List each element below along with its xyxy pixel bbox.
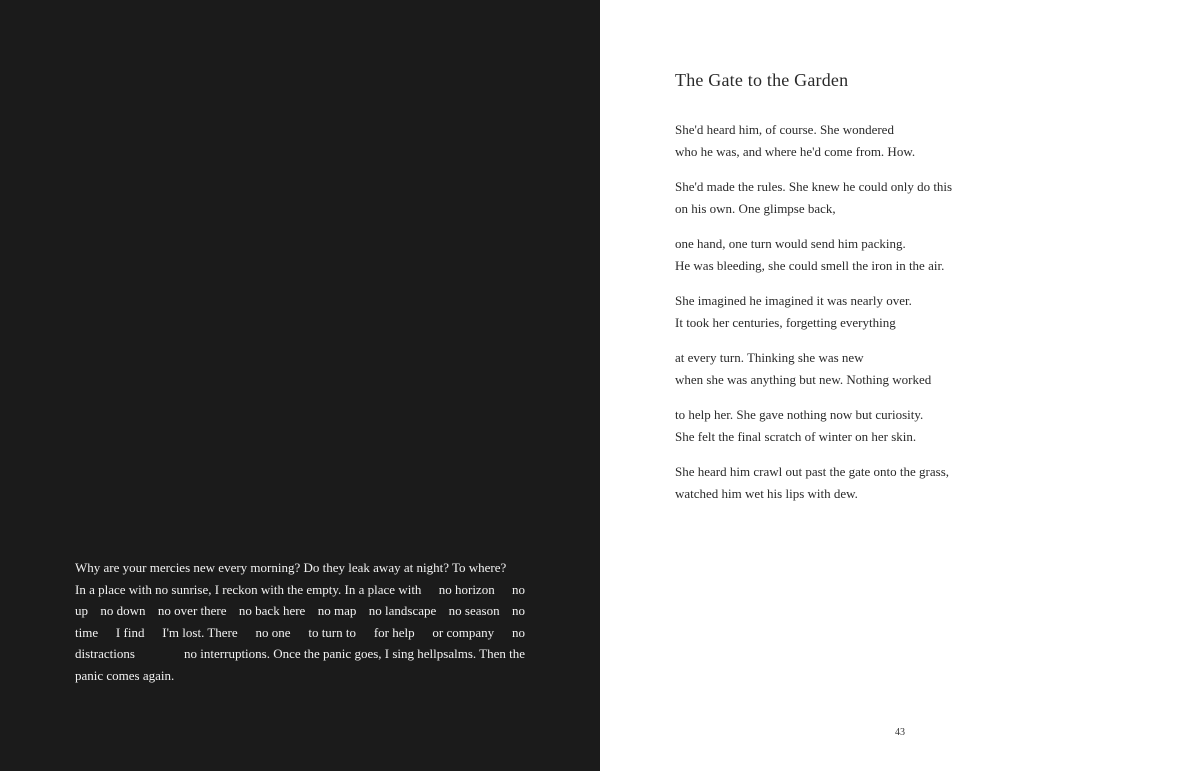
poem-line: one hand, one turn would send him packing.	[675, 236, 906, 251]
page-number: 43	[895, 727, 905, 738]
stanza	[675, 404, 1015, 447]
prose-fragment: no season	[448, 603, 500, 618]
poem-body	[675, 119, 1015, 518]
prose-block	[75, 557, 525, 686]
prose-line	[75, 643, 525, 665]
prose-fragment: distractions	[75, 646, 135, 661]
prose-fragment: no horizon	[438, 581, 495, 597]
prose-fragment: no interruptions. Once the panic goes, I sing hellpsalms. Then the	[184, 646, 525, 661]
prose-line	[75, 600, 525, 622]
poem-line: He was bleeding, she could smell the iron in the air.	[675, 257, 945, 273]
prose-fragment: no	[511, 603, 525, 618]
poem-line: She imagined he imagined it was nearly over.	[675, 293, 912, 308]
prose-fragment: time	[75, 624, 99, 640]
poem-line: She'd made the rules. She knew he could only do this	[675, 179, 953, 194]
prose-fragment: no one	[255, 624, 291, 640]
prose-fragment: no map	[317, 603, 357, 618]
prose-fragment: no	[512, 581, 525, 597]
prose-fragment: no landscape	[368, 603, 437, 618]
prose-line	[75, 622, 525, 644]
prose-fragment: panic comes again.	[75, 667, 175, 683]
stanza	[675, 233, 1015, 276]
prose-fragment: no down	[100, 603, 146, 618]
prose-line	[75, 579, 525, 601]
poem-line: It took her centuries, forgetting everything	[675, 314, 896, 330]
stanza	[675, 290, 1015, 333]
poem-line: at every turn. Thinking she was new	[675, 350, 864, 365]
poem-line: She'd heard him, of course. She wondered	[675, 122, 894, 137]
stanza	[675, 461, 1015, 504]
poem-title: The Gate to the Garden	[675, 70, 849, 90]
right-page	[600, 0, 1200, 771]
poem-line: to help her. She gave nothing now but curiosity.	[675, 407, 924, 422]
prose-fragment: no over there	[157, 603, 227, 618]
prose-fragment: Why are your mercies new every morning? Do they leak away at night? To where?	[75, 560, 507, 575]
prose-fragment: for help	[373, 624, 415, 640]
prose-fragment: In a place with no sunrise, I reckon with the empty. In a place with	[75, 581, 422, 597]
prose-fragment: up	[75, 603, 88, 618]
prose-fragment: I find	[115, 624, 145, 640]
prose-fragment: to turn to	[308, 624, 356, 640]
prose-fragment: or company	[432, 624, 495, 640]
stanza	[675, 176, 1015, 219]
poem-line: She heard him crawl out past the gate onto the grass,	[675, 464, 950, 479]
prose-fragment: no	[511, 624, 525, 640]
stanza	[675, 347, 1015, 390]
poem-line: who he was, and where he'd come from. How.	[675, 143, 916, 159]
poem-line: when she was anything but new. Nothing worked	[675, 371, 932, 387]
prose-line	[75, 557, 525, 579]
prose-fragment: no back here	[238, 603, 306, 618]
prose-line	[75, 665, 525, 687]
poem-line: watched him wet his lips with dew.	[675, 485, 858, 501]
prose-fragment: I'm lost. There	[162, 624, 238, 640]
poem-line: on his own. One glimpse back,	[675, 200, 836, 216]
stanza	[675, 119, 1015, 162]
poem-line: She felt the final scratch of winter on her skin.	[675, 428, 917, 444]
